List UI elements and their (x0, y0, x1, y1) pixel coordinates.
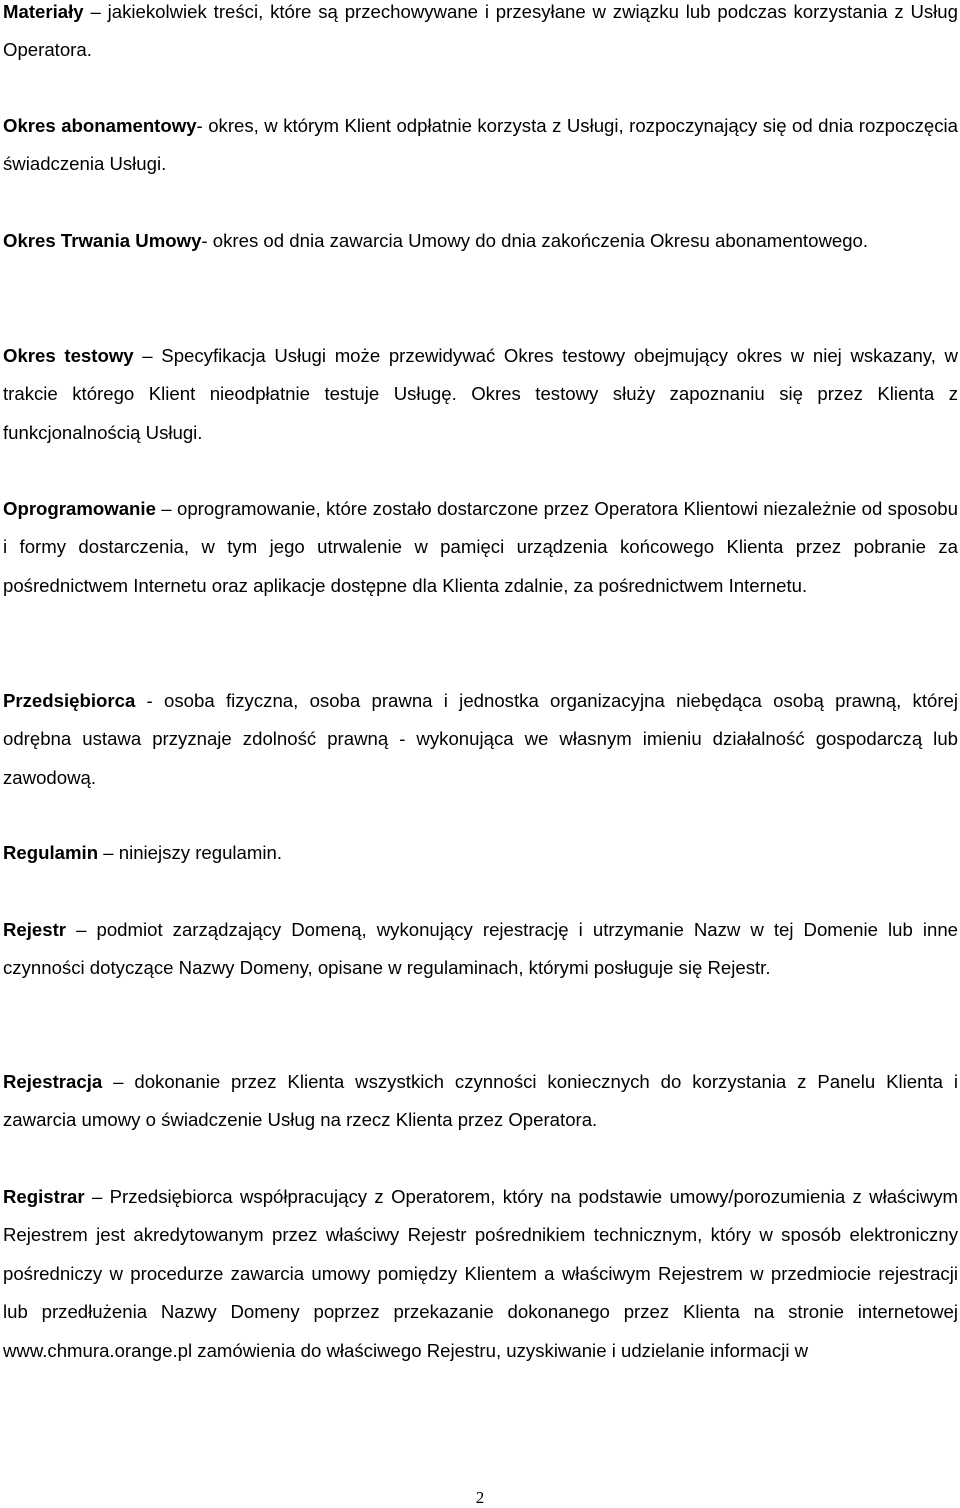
definition-przedsiebiorca (3, 682, 958, 797)
definition-text: – Przedsiębiorca współpracujący z Operatorem, który na podstawie umowy/porozumienia z właściwym Rejestrem jest akredytowanym przez właściwy Rejestr pośrednikiem technicznym, który w sposób elektroniczny pośredniczy w procedurze zawarcia umowy pomiędzy Klientem a właściwym Rejestrem w przedmiocie rejestracji lub przedłużenia Nazwy Domeny poprzez przekazanie dokonanego przez Klienta na stronie internetowej www.chmura.orange.pl zamówienia do właściwego Rejestru, uzyskiwanie i udzielanie informacji w (3, 1186, 958, 1361)
definition-term: Rejestracja (3, 1071, 103, 1092)
definition-term: Registrar (3, 1186, 85, 1207)
definition-text: – podmiot zarządzający Domeną, wykonujący rejestrację i utrzymanie Nazw w tej Domenie lub inne czynności dotyczące Nazwy Domeny, opisane w regulaminach, którymi posługuje się Rejestr. (3, 919, 958, 979)
definition-okres-testowy (3, 337, 958, 452)
definition-term: Materiały (3, 1, 84, 22)
definition-term: Okres Trwania Umowy (3, 230, 202, 251)
definition-text: – oprogramowanie, które zostało dostarczone przez Operatora Klientowi niezależnie od sposobu i formy dostarczenia, w tym jego utrwalenie w pamięci urządzenia końcowego Klienta przez pobranie za pośrednictwem Internetu oraz aplikacje dostępne dla Klienta zdalnie, za pośrednictwem Internetu. (3, 498, 958, 596)
definition-term: Okres testowy (3, 345, 134, 366)
definition-term: Rejestr (3, 919, 67, 940)
definition-okres-trwania-umowy (3, 222, 958, 260)
definition-text: - okres od dnia zawarcia Umowy do dnia zakończenia Okresu abonamentowego. (201, 230, 869, 251)
definition-text: - okres, w którym Klient odpłatnie korzysta z Usługi, rozpoczynający się od dnia rozpoczęcia świadczenia Usługi. (3, 115, 958, 175)
definition-okres-abonamentowy (3, 107, 958, 184)
definition-text: – niniejszy regulamin. (98, 842, 283, 863)
definition-term: Oprogramowanie (3, 498, 156, 519)
definition-materialy (3, 0, 958, 70)
definition-registrar (3, 1178, 958, 1370)
definition-rejestracja (3, 1063, 958, 1140)
definition-term: Przedsiębiorca (3, 690, 136, 711)
definition-term: Okres abonamentowy (3, 115, 197, 136)
definition-text: – Specyfikacja Usługi może przewidywać Okres testowy obejmujący okres w niej wskazany, w trakcie którego Klient nieodpłatnie testuje Usługę. Okres testowy służy zapoznaniu się przez Klienta z funkcjonalnością Usługi. (3, 345, 958, 443)
page-number: 2 (475, 1488, 485, 1507)
definition-regulamin (3, 834, 958, 872)
definition-term: Regulamin (3, 842, 99, 863)
definition-text: – jakiekolwiek treści, które są przechowywane i przesyłane w związku lub podczas korzystania z Usług Operatora. (3, 1, 958, 61)
definition-oprogramowanie (3, 490, 958, 605)
definition-rejestr (3, 911, 958, 988)
definition-text: - osoba fizyczna, osoba prawna i jednostka organizacyjna niebędąca osobą prawną, której odrębna ustawa przyznaje zdolność prawną - wykonująca we własnym imieniu działalność gospodarczą lub zawodową. (3, 690, 958, 788)
definition-text: – dokonanie przez Klienta wszystkich czynności koniecznych do korzystania z Panelu Klienta i zawarcia umowy o świadczenie Usług na rzecz Klienta przez Operatora. (3, 1071, 958, 1131)
